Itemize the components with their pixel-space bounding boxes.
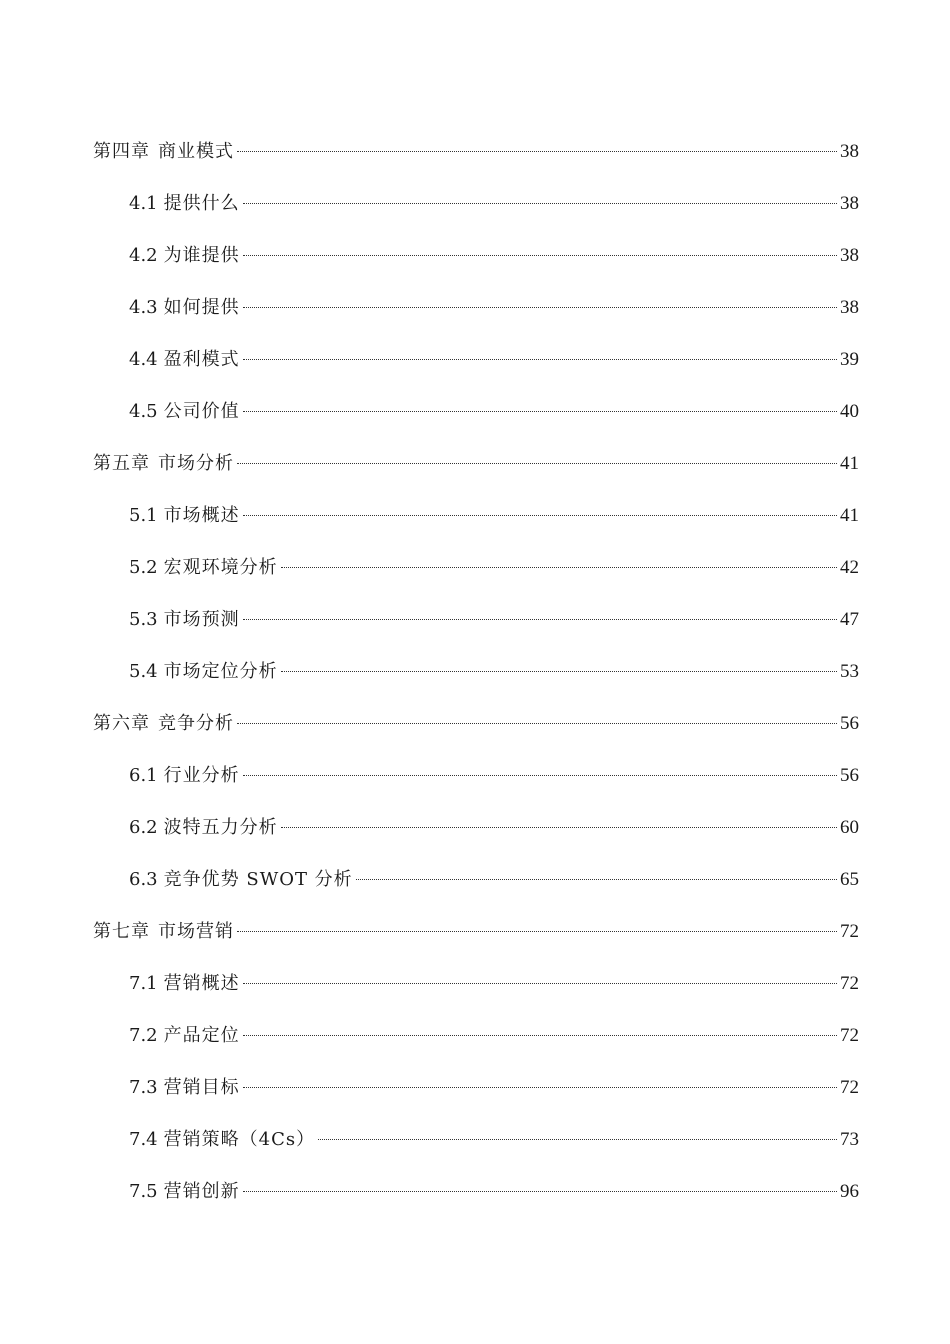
- toc-entry-number: 第七章: [93, 921, 150, 942]
- toc-section-7-3[interactable]: [93, 1070, 859, 1122]
- toc-entry-title: [129, 290, 240, 326]
- toc-entry-number: 第四章: [93, 141, 150, 162]
- toc-dot-leader: [243, 515, 837, 516]
- toc-entry-text: 如何提供: [163, 297, 240, 318]
- toc-dot-leader: [243, 307, 837, 308]
- toc-entry-text: 提供什么: [163, 193, 240, 214]
- toc-page-number: 72: [840, 1025, 859, 1046]
- toc-dot-leader: [243, 411, 837, 412]
- toc-section-5-3[interactable]: [93, 602, 859, 654]
- toc-dot-leader: [318, 1139, 837, 1140]
- toc-entry-text: 宏观环境分析: [163, 557, 278, 578]
- toc-entry-text: 行业分析: [163, 765, 240, 786]
- toc-chapter-7[interactable]: [93, 914, 859, 966]
- table-of-contents: [93, 134, 859, 1226]
- toc-entry-number: 5.1: [129, 505, 158, 526]
- toc-page-number: 72: [840, 1077, 859, 1098]
- toc-section-6-1[interactable]: [93, 758, 859, 810]
- toc-entry-number: 7.5: [129, 1181, 158, 1202]
- toc-section-4-1[interactable]: [93, 186, 859, 238]
- toc-dot-leader: [243, 619, 837, 620]
- toc-entry-title: [129, 862, 353, 898]
- toc-page-number: 40: [840, 401, 859, 422]
- toc-section-7-5[interactable]: [93, 1174, 859, 1226]
- toc-dot-leader: [281, 567, 837, 568]
- toc-dot-leader: [237, 723, 837, 724]
- toc-page-number: 72: [840, 921, 859, 942]
- toc-section-4-4[interactable]: [93, 342, 859, 394]
- toc-entry-number: 5.3: [129, 609, 158, 630]
- toc-page-number: 73: [840, 1129, 859, 1150]
- toc-page-number: 53: [840, 661, 859, 682]
- toc-dot-leader: [243, 359, 837, 360]
- toc-entry-title: [129, 1070, 240, 1106]
- toc-page-number: 47: [840, 609, 859, 630]
- toc-section-6-2[interactable]: [93, 810, 859, 862]
- toc-entry-number: 4.3: [129, 297, 158, 318]
- toc-page-number: 42: [840, 557, 859, 578]
- toc-entry-number: 7.1: [129, 973, 158, 994]
- toc-page-number: 38: [840, 297, 859, 318]
- toc-entry-text: 市场概述: [163, 505, 240, 526]
- toc-entry-text: 营销目标: [163, 1077, 240, 1098]
- toc-entry-number: 5.4: [129, 661, 158, 682]
- toc-chapter-6[interactable]: [93, 706, 859, 758]
- toc-dot-leader: [237, 931, 837, 932]
- toc-entry-number: 6.2: [129, 817, 158, 838]
- toc-dot-leader: [243, 203, 837, 204]
- toc-section-7-1[interactable]: [93, 966, 859, 1018]
- toc-entry-title: [129, 966, 240, 1002]
- toc-page-number: 41: [840, 505, 859, 526]
- toc-entry-text: 产品定位: [163, 1025, 240, 1046]
- toc-chapter-4[interactable]: [93, 134, 859, 186]
- toc-page-number: 65: [840, 869, 859, 890]
- toc-entry-text: 为谁提供: [163, 245, 240, 266]
- toc-page-number: 41: [840, 453, 859, 474]
- toc-entry-title: [129, 1122, 315, 1158]
- toc-dot-leader: [243, 983, 837, 984]
- toc-dot-leader: [281, 827, 837, 828]
- toc-entry-text: 市场定位分析: [163, 661, 278, 682]
- toc-entry-title: [129, 394, 240, 430]
- toc-entry-text: 市场预测: [163, 609, 240, 630]
- toc-entry-title: [129, 654, 278, 690]
- toc-entry-number: 第五章: [93, 453, 150, 474]
- toc-entry-title: [129, 1174, 240, 1210]
- toc-section-5-1[interactable]: [93, 498, 859, 550]
- toc-entry-title: [93, 446, 234, 482]
- toc-dot-leader: [243, 775, 837, 776]
- toc-entry-text: 营销概述: [163, 973, 240, 994]
- toc-entry-text: 营销策略（4Cs）: [163, 1129, 316, 1150]
- toc-entry-text: 商业模式: [158, 141, 234, 162]
- toc-entry-title: [129, 342, 240, 378]
- toc-dot-leader: [243, 1191, 837, 1192]
- toc-entry-title: [129, 550, 278, 586]
- toc-section-5-4[interactable]: [93, 654, 859, 706]
- toc-page-number: 38: [840, 193, 859, 214]
- toc-section-7-4[interactable]: [93, 1122, 859, 1174]
- toc-entry-number: 4.1: [129, 193, 158, 214]
- toc-entry-text: 营销创新: [163, 1181, 240, 1202]
- toc-page-number: 38: [840, 141, 859, 162]
- toc-section-6-3[interactable]: [93, 862, 859, 914]
- toc-dot-leader: [243, 1087, 837, 1088]
- toc-dot-leader: [281, 671, 837, 672]
- toc-entry-title: [129, 186, 240, 222]
- toc-entry-number: 4.4: [129, 349, 158, 370]
- toc-entry-number: 6.3: [129, 869, 158, 890]
- toc-entry-title: [129, 498, 240, 534]
- toc-page-number: 39: [840, 349, 859, 370]
- toc-dot-leader: [356, 879, 837, 880]
- toc-section-4-5[interactable]: [93, 394, 859, 446]
- toc-entry-title: [129, 758, 240, 794]
- toc-page-number: 72: [840, 973, 859, 994]
- toc-entry-text: 盈利模式: [163, 349, 240, 370]
- toc-entry-number: 6.1: [129, 765, 158, 786]
- toc-page-number: 56: [840, 713, 859, 734]
- toc-entry-number: 第六章: [93, 713, 150, 734]
- toc-entry-title: [93, 914, 234, 950]
- toc-page-number: 56: [840, 765, 859, 786]
- toc-entry-text: 波特五力分析: [163, 817, 278, 838]
- toc-entry-text: 竞争优势 SWOT 分析: [163, 869, 353, 890]
- toc-dot-leader: [243, 255, 837, 256]
- toc-entry-number: 4.2: [129, 245, 158, 266]
- toc-entry-text: 市场分析: [158, 453, 234, 474]
- toc-entry-title: [129, 238, 240, 274]
- toc-section-4-2[interactable]: [93, 238, 859, 290]
- toc-entry-title: [129, 602, 240, 638]
- toc-entry-title: [129, 810, 278, 846]
- toc-dot-leader: [237, 151, 837, 152]
- toc-section-4-3[interactable]: [93, 290, 859, 342]
- toc-entry-text: 公司价值: [163, 401, 240, 422]
- toc-entry-title: [93, 134, 234, 170]
- toc-chapter-5[interactable]: [93, 446, 859, 498]
- toc-page-number: 96: [840, 1181, 859, 1202]
- toc-entry-text: 竞争分析: [158, 713, 234, 734]
- toc-section-7-2[interactable]: [93, 1018, 859, 1070]
- toc-entry-text: 市场营销: [158, 921, 234, 942]
- toc-entry-number: 5.2: [129, 557, 158, 578]
- toc-entry-number: 7.3: [129, 1077, 158, 1098]
- toc-page-number: 60: [840, 817, 859, 838]
- toc-entry-title: [129, 1018, 240, 1054]
- toc-dot-leader: [243, 1035, 837, 1036]
- toc-page-number: 38: [840, 245, 859, 266]
- toc-entry-title: [93, 706, 234, 742]
- toc-dot-leader: [237, 463, 837, 464]
- toc-entry-number: 4.5: [129, 401, 158, 422]
- toc-section-5-2[interactable]: [93, 550, 859, 602]
- toc-entry-number: 7.2: [129, 1025, 158, 1046]
- toc-entry-number: 7.4: [129, 1129, 158, 1150]
